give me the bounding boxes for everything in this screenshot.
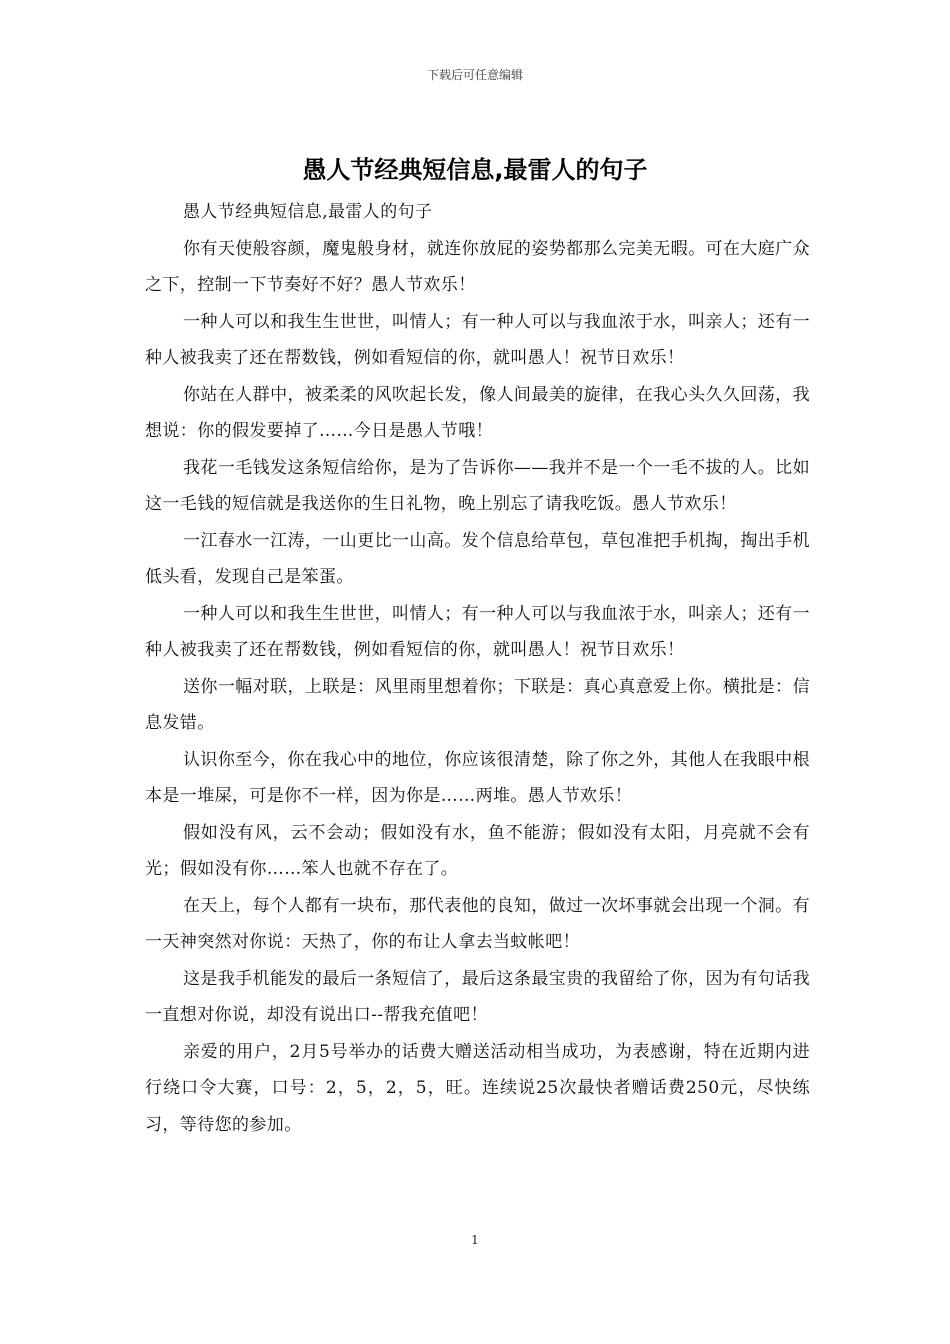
document-body (145, 194, 810, 1143)
paragraph: 一种人可以和我生生世世，叫情人；有一种人可以与我血浓于水，叫亲人；还有一种人被我卖了还在帮数钱，例如看短信的你，就叫愚人！祝节日欢乐！ (145, 311, 810, 368)
paragraph: 在天上，每个人都有一块布，那代表他的良知，做过一次坏事就会出现一个洞。有一天神突然对你说：天热了，你的布让人拿去当蚊帐吧！ (145, 895, 810, 952)
paragraph: 送你一幅对联，上联是：风里雨里想着你；下联是：真心真意爱上你。横批是：信息发错。 (145, 676, 810, 733)
paragraph: 你站在人群中，被柔柔的风吹起长发，像人间最美的旋律，在我心头久久回荡，我想说：你的假发要掉了……今日是愚人节哦！ (145, 384, 810, 441)
paragraph: 认识你至今，你在我心中的地位，你应该很清楚，除了你之外，其他人在我眼中根本是一堆屎，可是你不一样，因为你是……两堆。愚人节欢乐！ (145, 749, 810, 806)
paragraph: 这是我手机能发的最后一条短信了，最后这条最宝贵的我留给了你，因为有句话我一直想对你说，却没有说出口--帮我充值吧！ (145, 968, 810, 1025)
document-title: 愚人节经典短信息,最雷人的句子 (302, 156, 648, 184)
paragraph: 假如没有风，云不会动；假如没有水，鱼不能游；假如没有太阳，月亮就不会有光；假如没有你……笨人也就不存在了。 (145, 822, 810, 879)
page-header: 下载后可任意编辑 (426, 68, 523, 82)
page-number: 1 (471, 1233, 479, 1247)
paragraph: 一种人可以和我生生世世，叫情人；有一种人可以与我血浓于水，叫亲人；还有一种人被我卖了还在帮数钱，例如看短信的你，就叫愚人！祝节日欢乐！ (145, 603, 810, 660)
paragraph: 亲爱的用户，2月5号举办的话费大赠送活动相当成功，为表感谢，特在近期内进行绕口令大赛，口号：2，5，2，5，旺。连续说25次最快者赠话费250元，尽快练习，等待您的参加。 (145, 1041, 810, 1135)
paragraph: 我花一毛钱发这条短信给你，是为了告诉你——我并不是一个一毛不拔的人。比如这一毛钱的短信就是我送你的生日礼物，晚上别忘了请我吃饭。愚人节欢乐！ (145, 457, 810, 514)
paragraph: 一江春水一江涛，一山更比一山高。发个信息给草包，草包准把手机掏，掏出手机低头看，发现自己是笨蛋。 (145, 530, 810, 587)
paragraph-subtitle: 愚人节经典短信息,最雷人的句子 (183, 202, 433, 222)
paragraph: 你有天使般容颜，魔鬼般身材，就连你放屁的姿势都那么完美无暇。可在大庭广众之下，控制一下节奏好不好？愚人节欢乐！ (145, 238, 810, 295)
